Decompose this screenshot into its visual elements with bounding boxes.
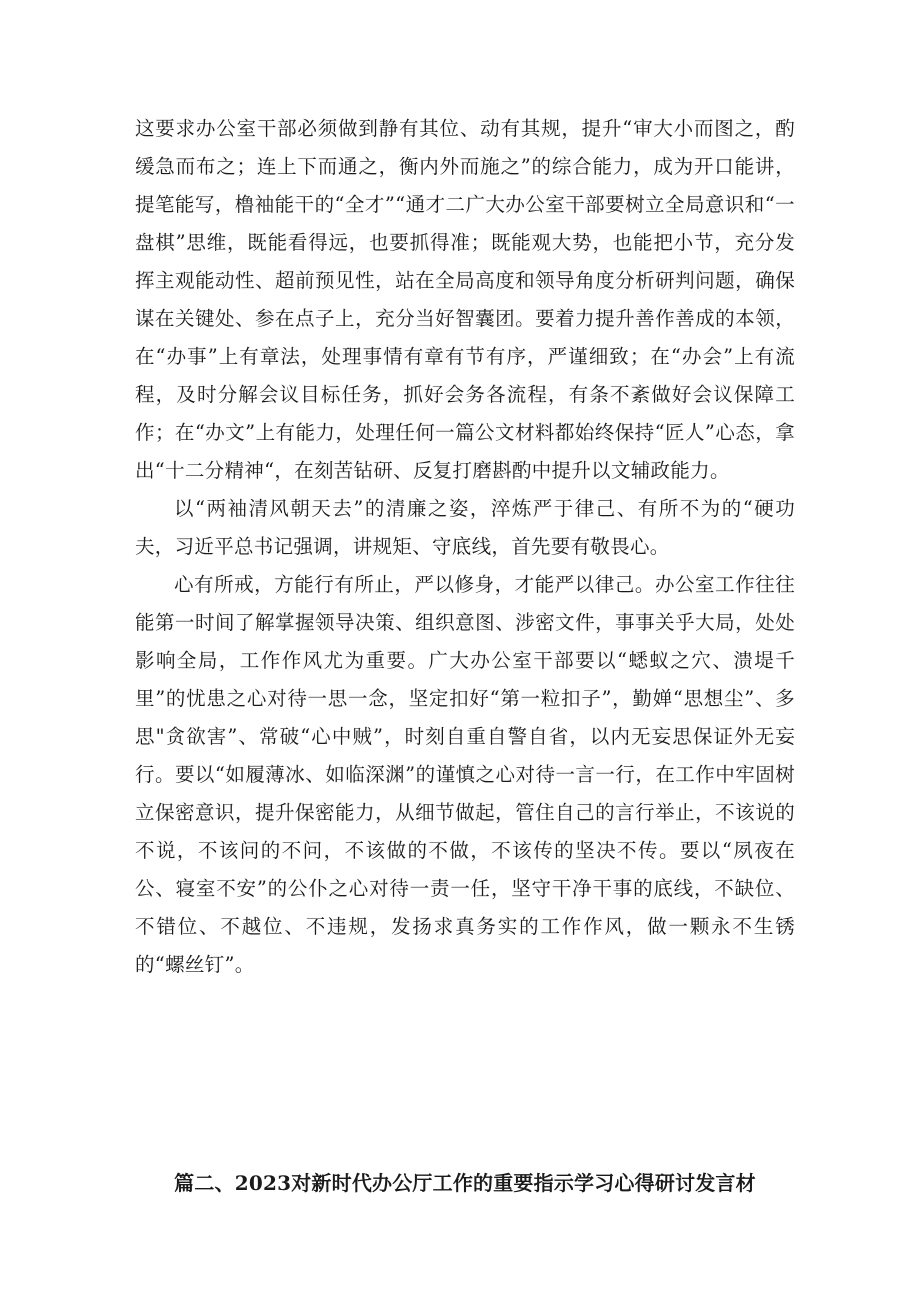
paragraph-2: 以“两袖清风朝天去”的清廉之姿，淬炼严于律己、有所不为的“硬功夫，习近平总书记强调，讲规矩、守底线，首先要有敬畏心。 <box>135 497 795 558</box>
section-heading: 篇二、2023对新时代办公厅工作的重要指示学习心得研讨发言材 <box>174 1171 756 1195</box>
document-body <box>135 110 795 984</box>
paragraph-3: 心有所戒，方能行有所止，严以修身，才能严以律己。办公室工作往往能第一时间了解掌握领导决策、组织意图、涉密文件，事事关乎大局，处处影响全局，工作作风尤为重要。广大办公室干部要以“蟋蚁之穴、溃堤千里”的忧患之心对待一思一念，坚定扣好“第一粒扣子”，勤婵“思想尘”、多思"贪欲害”、常破“心中贼”，时刻自重自警自省，以内无妄思保证外无妄行。要以“如履薄冰、如临深渊”的谨慎之心对待一言一行，在工作中牢固树立保密意识，提升保密能力，从细节做起，管住自己的言行举止，不该说的不说，不该问的不问，不该做的不做，不该传的坚决不传。要以“夙夜在公、寝室不安”的公仆之心对待一责一任，坚守干净干事的底线，不缺位、不错位、不越位、不违规，发扬求真务实的工作作风，做一颗永不生锈的“螺丝钉”。 <box>135 573 795 976</box>
paragraph-1: 这要求办公室干部必须做到静有其位、动有其规，提升“审大小而图之，酌缓急而布之；连上下而通之，衡内外而施之”的综合能力，成为开口能讲，提笔能写，橹袖能干的“全才”“通才二广大办公室干部要树立全局意识和“一盘棋”思维，既能看得远，也要抓得准；既能观大势，也能把小节，充分发挥主观能动性、超前预见性，站在全局高度和领导角度分析研判问题，确保谋在关键处、参在点子上，充分当好智囊团。要着力提升善作善成的本领，在“办事”上有章法，处理事情有章有节有序，严谨细致；在“办会”上有流程，及时分解会议目标任务，抓好会务各流程，有条不紊做好会议保障工作；在“办文”上有能力，处理任何一篇公文材料都始终保持“匠人”心态，拿出“十二分精神“，在刻苦钻研、反复打磨斟酌中提升以文辅政能力。 <box>135 117 795 482</box>
